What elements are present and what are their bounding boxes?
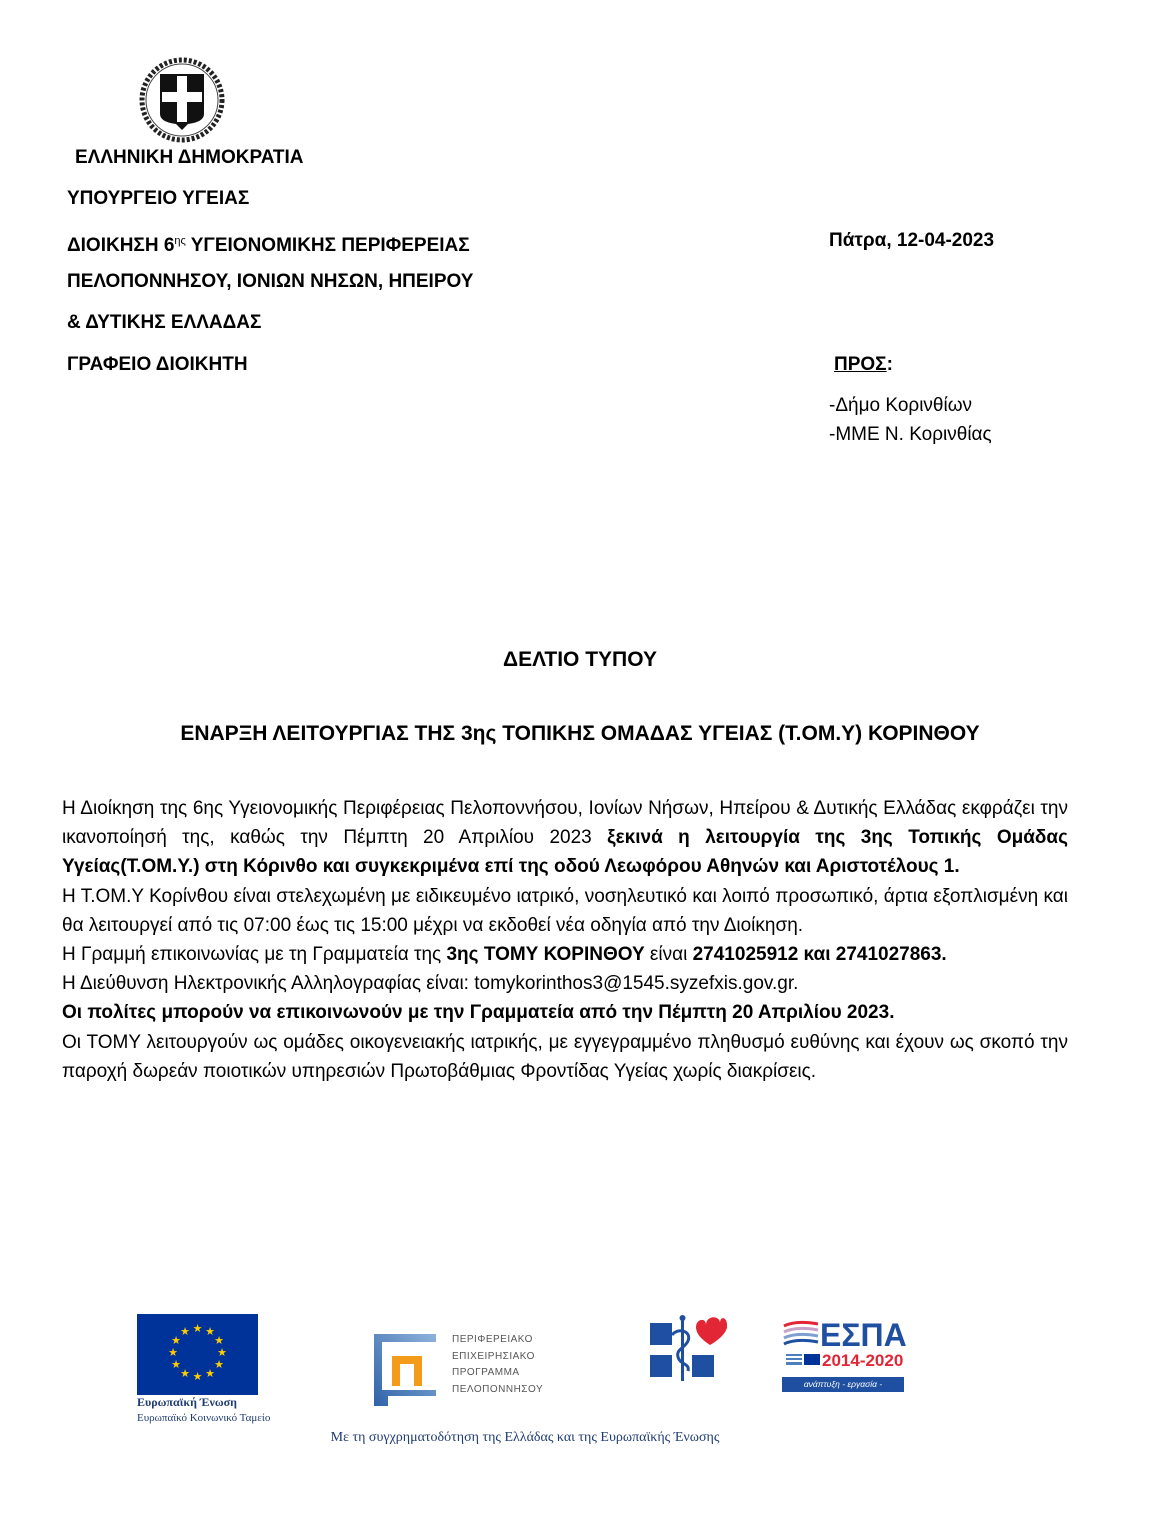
eu-caption-title: Ευρωπαϊκή Ένωση (137, 1395, 237, 1409)
svg-text:★: ★ (205, 1325, 215, 1338)
svg-text:★: ★ (192, 1322, 203, 1335)
header-ministry: ΥΠΟΥΡΓΕΙΟ ΥΓΕΙΑΣ (67, 188, 250, 209)
paragraph-phone: Η Γραμμή επικοινωνίας με τη Γραμματεία της 3ης ΤΟΜΥ ΚΟΡΙΝΘΟΥ είναι 2741025912 και 2741027863. (62, 944, 947, 966)
header-administration: ΔΙΟΙΚΗΣΗ $6^{\eta\varsigma}$ ΥΓΕΙΟΝΟΜΙΚΗΣ ΠΕΡΙΦΕΡΕΙΑΣ (67, 235, 470, 256)
header-region-line1: ΠΕΛΟΠΟΝΝΗΣΟΥ, ΙΟΝΙΩΝ ΝΗΣΩΝ, ΗΠΕΙΡΟΥ (67, 271, 474, 292)
svg-text:ΕΣΠΑ: ΕΣΠΑ (820, 1317, 906, 1353)
to-label: ΠΡΟΣ: (834, 354, 893, 375)
svg-text:★: ★ (192, 1370, 203, 1383)
headline: ΕΝΑΡΞΗ ΛΕΙΤΟΥΡΓΙΑΣ ΤΗΣ 3ης ΤΟΠΙΚΗΣ ΟΜΑΔΑΣ ΥΓΕΙΑΣ (Τ.ΟΜ.Υ) ΚΟΡΙΝΘΟΥ (180, 722, 980, 745)
svg-text:★: ★ (171, 1358, 181, 1371)
recipient: -ΜΜΕ Ν. Κορινθίας (829, 424, 992, 445)
recipients-list (829, 391, 992, 449)
place-date: Πάτρα, 12-04-2023 (829, 230, 995, 251)
phone-numbers: 2741025912 και 2741027863. (692, 944, 947, 966)
svg-text:2014-2020: 2014-2020 (822, 1351, 904, 1370)
body-text (62, 794, 1068, 1086)
paragraph-contact-date: Οι πολίτες μπορούν να επικοινωνούν με την Γραμματεία από την Πέμπτη 20 Απριλίου 2023. (62, 1002, 895, 1024)
pep-peloponnese-logo-icon (374, 1334, 442, 1411)
press-release-title: ΔΕΛΤΙΟ ΤΥΠΟΥ (503, 648, 657, 671)
eu-caption-fund: Ευρωπαϊκό Κοινωνικό Ταμείο (137, 1412, 271, 1424)
paragraph-intro: Η Διοίκηση της 6ης Υγειονομικής Περιφέρειας Πελοποννήσου, Ιονίων Νήσων, Ηπείρου & Δυτικής Ελλάδας εκφράζει την ικανοποίησή της, καθώς την Πέμπτη 20 Απριλίου 2023 ξεκινά η λειτουργία της 3ης Τοπικής Ομάδας Υγείας(Τ.ΟΜ.Υ.) στη Κόρινθο και συγκεκριμένα επί της οδού Λεωφόρου Αθηνών και Αριστοτέλους 1. (62, 798, 1068, 878)
svg-text:★: ★ (217, 1346, 227, 1359)
header-republic: ΕΛΛΗΝΙΚΗ ΔΗΜΟΚΡΑΤΙΑ (75, 147, 304, 168)
header-region-line2: & ΔΥΤΙΚΗΣ ΕΛΛΑΔΑΣ (67, 312, 262, 333)
recipient: -Δήμο Κορινθίων (829, 395, 973, 416)
svg-text:★: ★ (168, 1346, 178, 1359)
svg-text:★: ★ (214, 1334, 224, 1347)
svg-text:★: ★ (180, 1325, 190, 1338)
pep-logo-text: ΠΕΡΙΦΕΡΕΙΑΚΟ ΕΠΙΧΕΙΡΗΣΙΑΚΟ ΠΡΟΓΡΑΜΜΑ ΠΕΛΟΠΟΝΝΗΣΟΥ (452, 1334, 544, 1395)
svg-text:★: ★ (214, 1358, 224, 1371)
svg-text:★: ★ (205, 1367, 215, 1380)
espa-logo-icon (782, 1316, 906, 1381)
email-address[interactable]: tomykorinthos3@1545.syzefxis.gov.gr. (474, 973, 799, 995)
eu-flag-icon (137, 1314, 258, 1395)
health-ministry-caduceus-heart-icon (648, 1313, 728, 1388)
espa-tagline: ανάπτυξη - εργασία - αλληλεγγύη (782, 1377, 904, 1392)
funding-note: Με τη συγχρηματοδότηση της Ελλάδας και της Ευρωπαϊκής Ένωσης (330, 1430, 720, 1445)
paragraph-email: Η Διεύθυνση Ηλεκτρονικής Αλληλογραφίας είναι: tomykorinthos3@1545.syzefxis.gov.gr. (62, 973, 799, 995)
greek-coat-of-arms-icon (138, 56, 226, 144)
paragraph-tomy-description: Οι ΤΟΜΥ λειτουργούν ως ομάδες οικογενειακής ιατρικής, με εγγεγραμμένο πληθυσμό ευθύνης και έχουν ως σκοπό την παροχή δωρεάν ποιοτικών υπηρεσιών Πρωτοβάθμιας Φροντίδας Υγείας χωρίς διακρίσεις. (62, 1031, 1068, 1082)
header-office: ΓΡΑΦΕΙΟ ΔΙΟΙΚΗΤΗ (67, 354, 248, 375)
svg-text:★: ★ (171, 1334, 181, 1347)
svg-text:★: ★ (180, 1367, 190, 1380)
paragraph-staffing: Η Τ.ΟΜ.Υ Κορίνθου είναι στελεχωμένη με ειδικευμένο ιατρικό, νοσηλευτικό και λοιπό προσωπικό, άρτια εξοπλισμένη και θα λειτουργεί από τις 07:00 έως τις 15:00 μέχρι να εκδοθεί νέα οδηγία από την Διοίκηση. (62, 885, 1068, 936)
